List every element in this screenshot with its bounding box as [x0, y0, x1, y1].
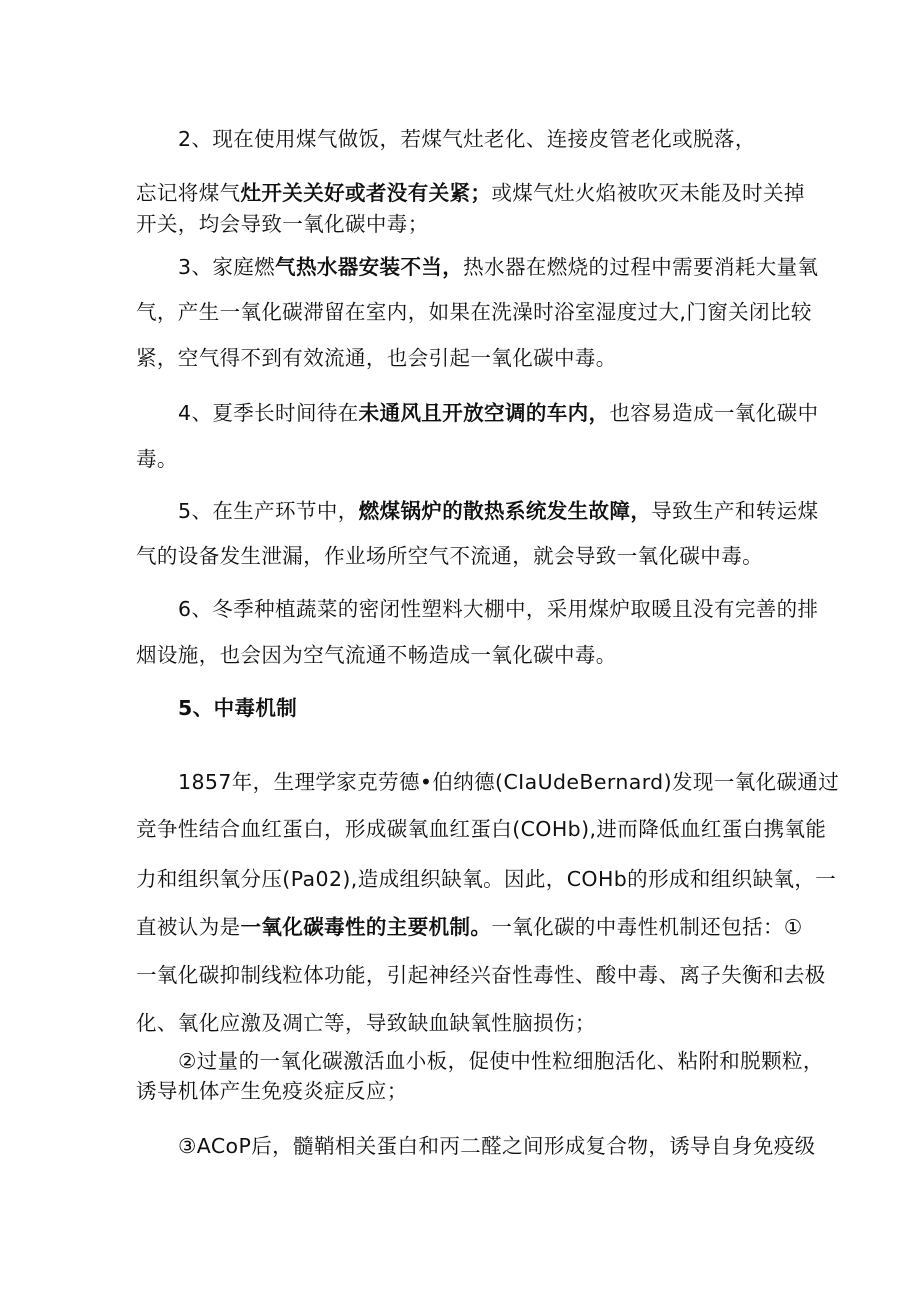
paragraph-2-line-2 [136, 178, 805, 208]
item-3-line-1: ③ACoP后，髓鞘相关蛋白和丙二醛之间形成复合物，诱导自身免疫级 [178, 1134, 816, 1158]
section-heading: 5、中毒机制 [178, 696, 298, 720]
text-run: 4、夏季长时间待在 [178, 401, 359, 425]
text-run: 忘记将煤气 [136, 181, 241, 205]
text-run: 一氧化碳的中毒性机制还包括：① [491, 915, 803, 939]
paragraph-5-line-2: 气的设备发生泄漏，作业场所空气不流通，就会导致一氧化碳中毒。 [136, 544, 763, 568]
bold-text-run: 灶开关关好或者没有关紧； [240, 181, 492, 205]
paragraph-3-line-2: 气，产生一氧化碳滞留在室内，如果在洗澡时浴室湿度过大,门窗关闭比较 [136, 300, 812, 324]
mechanism-line-6: 化、氧化应激及凋亡等，导致缺血缺氧性脑损伤； [136, 1011, 596, 1035]
paragraph-4-line-2: 毒。 [136, 447, 178, 471]
paragraph-3-line-3: 紧，空气得不到有效流通，也会引起一氧化碳中毒。 [136, 346, 617, 370]
text-run: 或煤气灶火焰被吹灭未能及时关掉 [491, 181, 805, 205]
mechanism-line-3: 力和组织氧分压(Pa02),造成组织缺氧。因此，COHb的形成和组织缺氧，一 [136, 867, 837, 891]
bold-text-run: 燃煤锅炉的散热系统发生故障， [358, 499, 652, 523]
bold-text-run: 未通风且开放空调的车内， [358, 401, 610, 425]
mechanism-line-1: 1857年，生理学家克劳德•伯纳德(CIaUdeBernard)发现一氧化碳通过 [178, 770, 840, 794]
paragraph-2-line-3: 开关，均会导致一氧化碳中毒； [136, 212, 429, 236]
mechanism-line-5: 一氧化碳抑制线粒体功能，引起神经兴奋性毒性、酸中毒、离子失衡和去极 [136, 963, 826, 987]
bold-text-run: 一氧化碳毒性的主要机制。 [240, 915, 492, 939]
paragraph-5-line-1 [178, 496, 819, 526]
paragraph-3-line-1 [178, 252, 819, 282]
text-run: 3、家庭燃 [178, 255, 276, 279]
paragraph-4-line-1 [178, 398, 819, 428]
mechanism-line-4 [136, 912, 803, 942]
text-run: 直被认为是 [136, 915, 241, 939]
item-2-line-1: ②过量的一氧化碳激活血小板，促使中性粒细胞活化、粘附和脱颗粒， [178, 1049, 824, 1073]
paragraph-6-line-1: 6、冬季种植蔬菜的密闭性塑料大棚中，采用煤炉取暖且没有完善的排 [178, 597, 819, 621]
paragraph-2-line-1: 2、现在使用煤气做饭，若煤气灶老化、连接皮管老化或脱落， [178, 127, 756, 151]
text-run: 5、在生产环节中， [178, 499, 359, 523]
bold-text-run: 气热水器安装不当， [275, 255, 464, 279]
item-2-line-2: 诱导机体产生免疫炎症反应； [136, 1079, 408, 1103]
text-run: 导致生产和转运煤 [651, 499, 819, 523]
text-run: 热水器在燃烧的过程中需要消耗大量氧 [463, 255, 819, 279]
paragraph-6-line-2: 烟设施，也会因为空气流通不畅造成一氧化碳中毒。 [136, 643, 617, 667]
text-run: 也容易造成一氧化碳中 [609, 401, 819, 425]
mechanism-line-2: 竞争性结合血红蛋白，形成碳氧血红蛋白(COHb),进而降低血红蛋白携氧能 [136, 817, 827, 841]
